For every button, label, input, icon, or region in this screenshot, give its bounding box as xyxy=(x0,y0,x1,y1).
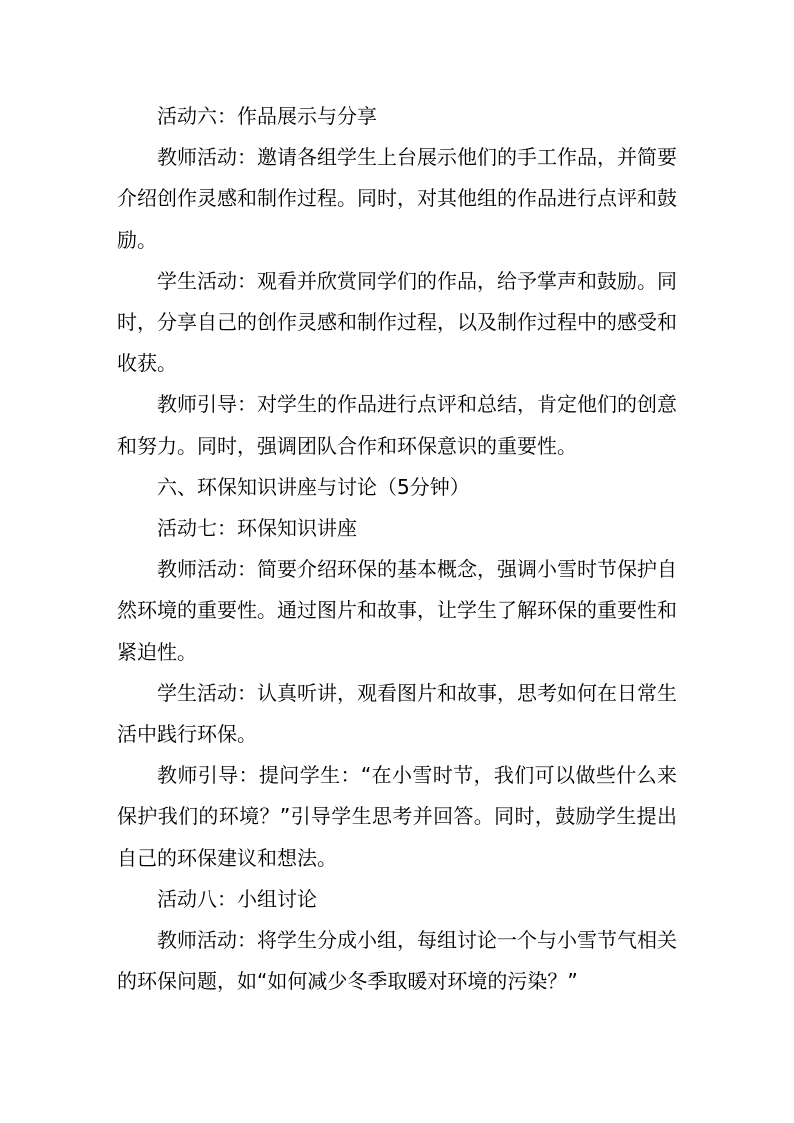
student-activity-paragraph: 学生活动：认真听讲，观看图片和故事，思考如何在日常生活中践行环保。 xyxy=(117,680,677,747)
student-activity-paragraph: 学生活动：观看并欣赏同学们的作品，给予掌声和鼓励。同时，分享自己的创作灵感和制作过程，以及制作过程中的感受和收获。 xyxy=(117,268,677,376)
teacher-guidance-paragraph: 教师引导：提问学生：“在小雪时节，我们可以做些什么来保护我们的环境？”引导学生思考并回答。同时，鼓励学生提出自己的环保建议和想法。 xyxy=(117,763,677,870)
teacher-activity-paragraph: 教师活动：将学生分成小组，每组讨论一个与小雪节气相关的环保问题，如“如何减少冬季取暖对环境的污染？” xyxy=(117,928,677,994)
teacher-guidance-paragraph: 教师引导：对学生的作品进行点评和总结，肯定他们的创意和努力。同时，强调团队合作和环保意识的重要性。 xyxy=(117,392,677,458)
teacher-activity-paragraph: 教师活动：简要介绍环保的基本概念，强调小雪时节保护自然环境的重要性。通过图片和故事，让学生了解环保的重要性和紧迫性。 xyxy=(117,557,677,664)
activity-six-heading: 活动六：作品展示与分享 xyxy=(157,104,377,128)
activity-eight-heading: 活动八：小组讨论 xyxy=(157,886,317,911)
activity-seven-heading: 活动七：环保知识讲座 xyxy=(157,516,357,541)
teacher-activity-paragraph: 教师活动：邀请各组学生上台展示他们的手工作品，并简要介绍创作灵感和制作过程。同时，对其他组的作品进行点评和鼓励。 xyxy=(117,145,677,252)
section-six-heading: 六、环保知识讲座与讨论（5分钟） xyxy=(157,474,470,499)
document-page xyxy=(117,96,677,1002)
